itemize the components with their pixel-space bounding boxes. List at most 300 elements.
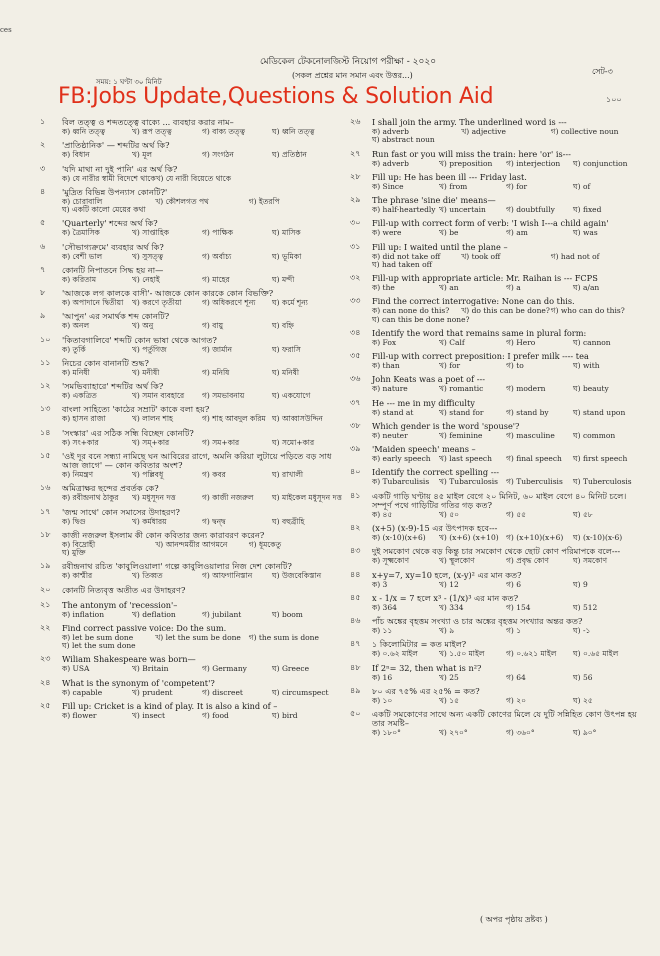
question-item [350, 571, 640, 589]
answer-option: ক) কাশ্মীর [62, 571, 93, 581]
answer-options [62, 572, 342, 580]
question-text: Identify the correct spelling --- [372, 467, 499, 478]
answer-options [372, 557, 640, 565]
answer-option: গ) final speech [506, 454, 562, 464]
answer-option: ক) 364 [372, 602, 397, 612]
answer-option: খ) Tubarculosis [439, 477, 498, 487]
answer-options [372, 206, 640, 214]
answer-option: খ) মূল [132, 150, 152, 160]
answer-options [372, 284, 640, 292]
answer-option: খ) prudent [132, 687, 173, 697]
page-header [0, 0, 660, 118]
question-number: ১৭ [40, 506, 51, 516]
watermark-banner: FB:Jobs Update,Questions & Solution Aid [58, 84, 494, 109]
answer-option: ঘ) 9 [573, 579, 588, 589]
question-number: ৩৯ [350, 444, 361, 454]
answer-option: ক) flower [62, 710, 97, 720]
question-number: ৬ [40, 241, 46, 251]
question-item [40, 188, 342, 215]
answer-option: গ) জার্মান [202, 344, 232, 354]
question-text: Identify the word that remains same in plural form: [372, 327, 587, 338]
answer-option: খ) ২৭০° [439, 728, 468, 738]
question-number: ২১ [40, 599, 51, 609]
answer-options [62, 665, 342, 673]
answer-option: গ) ৩৬০° [506, 728, 535, 738]
question-number: ৩২ [350, 273, 361, 283]
answer-option: ক) একত্রিত [62, 391, 97, 401]
answer-option: ক) USA [62, 664, 90, 674]
question-text: John Keats was a poet of --- [372, 374, 486, 385]
question-text: নিচের কোন বানানটি শুদ্ধ? [62, 357, 149, 368]
answer-option: ঘ) উজবেকিস্তান [272, 571, 322, 581]
answer-option: ঘ) abstract noun [372, 135, 435, 145]
question-text: 'মুদ্রিত বিভিন্ন উপন্যাস কোনটি?' [62, 186, 168, 197]
answer-option: ঘ) রাখালী [272, 470, 304, 479]
answer-option: ক) ০.৬২ মাইল [372, 649, 418, 659]
answer-option: গ) discreet [202, 687, 243, 697]
total-marks: ১০০ [606, 95, 622, 104]
question-text: 'যদি মাথা না দুই পানি' এর অর্থ কি? [62, 163, 178, 174]
answer-option: গ) collective noun [550, 127, 619, 137]
continue-note: ( অপর পৃষ্ঠায় দ্রষ্টব্য ) [480, 915, 548, 924]
answer-option: ক) (x-10)(x+6) [372, 533, 426, 543]
question-number: ১৬ [40, 483, 51, 493]
question-text: Wiliam Shakespeare was born— [62, 654, 196, 665]
answer-option: খ) ৯ [439, 626, 455, 636]
question-number: ৭ [40, 264, 46, 274]
answer-option: ক) অপাদানে দ্বিতীয়া [62, 298, 124, 308]
question-text: ৮০ এর ৭৫% এর ২৫% = কত? [372, 685, 480, 696]
answer-option: ঘ) conjunction [573, 158, 628, 168]
question-number: ১১ [40, 357, 51, 367]
question-item [350, 399, 640, 417]
question-number: ৫০ [350, 709, 361, 719]
question-number: ৩০ [350, 218, 361, 228]
answer-option: খ) যে নারী বিয়েতে থাকে [155, 173, 231, 183]
answer-option: ক) adverb [372, 127, 409, 137]
question-number: ৩ [40, 163, 46, 173]
answer-option: খ) মধুসূদন দত্ত [132, 493, 176, 503]
answer-option: ঘ) a/an [573, 283, 600, 293]
answer-option: ঘ) ৯০° [573, 728, 597, 738]
answer-option: ঘ) একযোগে [272, 391, 311, 401]
answer-options [62, 253, 342, 261]
question-text: একটি গাড়ি ঘণ্টায় ৪৫ মাইল বেগে ২০ মিনিট, ৬০ মাইল বেগে ৪০ মিনিট চলে। সম্পূর্ণ পথে গাড়িটির গতির গড় কত? [372, 490, 627, 510]
answer-option: গ) দ্বন্দ্ব [202, 516, 226, 526]
answer-options [62, 541, 342, 558]
answer-options [372, 674, 640, 682]
answer-option: ঘ) ভূমিকা [272, 251, 302, 261]
answer-options [372, 432, 640, 440]
answer-option: গ) interjection [506, 158, 561, 168]
answer-option: ঘ) -১ [573, 626, 591, 636]
answer-option: ঘ) একটি কালো মেয়ের কথা [62, 205, 146, 215]
question-text: একটি সমকোণের সাথে অন্য একটি কোণের মিলে যে দুটি সন্নিহিত কোণ উৎপন্ন হয় তার সমষ্টি– [372, 709, 637, 729]
answer-options [62, 611, 342, 619]
answer-option: ক) did not take off [372, 251, 441, 261]
exam-subtitle: (সকল প্রশ্নের মান সমান এবং উত্তর...) [292, 71, 413, 80]
answer-option: ক) 16 [372, 672, 393, 682]
question-item [350, 150, 640, 168]
answer-option: ঘ) ফরাসি [272, 344, 301, 354]
answer-option: গ) কাজী নজরুল [202, 493, 254, 503]
question-number: ২৭ [350, 148, 361, 158]
answer-option: গ) ০.৬২১ মাইল [506, 649, 557, 659]
answer-option: গ) সমভাবনায় [202, 391, 245, 401]
answer-option: গ) শাহ আবদুল করিম [202, 414, 266, 424]
answer-options [62, 175, 342, 183]
answer-option: ক) ১০ [372, 695, 393, 705]
question-text: 'ওই দূর বনে সন্ধ্যা নামিছে ঘন আবিরের রাগে, অমনি করিয়া লুটায়ে পড়িতে বড় সাধ আজ জাগে' — কোন কবিতার অংশ? [62, 450, 332, 470]
answer-option: ঘ) fixed [573, 205, 602, 215]
question-item [40, 624, 342, 651]
answer-option: ক) nature [372, 384, 408, 394]
answer-options [372, 729, 640, 737]
answer-option: ঘ) মন্দী [272, 274, 295, 284]
question-item [40, 312, 342, 330]
answer-option: খ) ৫০ [439, 509, 459, 519]
question-item [40, 655, 342, 673]
answer-option: খ) লালন শাহ [132, 414, 174, 424]
answer-option: খ) ১.৫০ মাইল [439, 649, 485, 659]
question-number: ৪০ [350, 467, 361, 477]
answer-option: খ) deflation [132, 609, 176, 619]
answer-options [62, 439, 342, 447]
answer-option: ঘ) ০.৬৫ মাইল [573, 649, 619, 659]
question-item [350, 594, 640, 612]
question-item [40, 508, 342, 526]
question-number: ৫ [40, 218, 46, 228]
answer-options [372, 362, 640, 370]
question-item [350, 297, 640, 324]
answer-option: ঘ) can this be done none? [372, 314, 470, 324]
answer-option: ঘ) cannon [573, 337, 611, 347]
answer-option: খ) কর্মধারয় [132, 516, 167, 526]
question-item [350, 243, 640, 270]
answer-option: গ) had not of [550, 251, 600, 261]
answer-options [372, 253, 640, 270]
question-item [40, 266, 342, 284]
answer-option: ক) adverb [372, 158, 409, 168]
answer-option: ঘ) বহুব্রীহি [272, 516, 305, 526]
answer-option: খ) পর্তুগিজ [132, 344, 167, 354]
question-number: ৩৪ [350, 327, 361, 337]
answer-option: গ) to [506, 361, 524, 371]
question-text: The phrase 'sine die' means— [372, 195, 496, 206]
question-number: ৩৫ [350, 351, 361, 361]
answer-option: ক) early speech [372, 454, 431, 464]
answer-option: গ) সম+কার [202, 437, 240, 447]
question-number: ৪৭ [350, 639, 361, 649]
answer-option: গ) আফগানিস্তান [202, 571, 253, 581]
answer-option: ঘ) with [573, 361, 600, 371]
question-text: 'আজকে লগ কালকে বাসী'- আজকে কোন কারকে কোন বিভক্তি? [62, 288, 274, 299]
answer-option: ক) সং+কার [62, 437, 99, 447]
answer-option: ঘ) had taken off [372, 259, 432, 269]
question-item [350, 196, 640, 214]
answer-option: ঘ) ৫৮ [573, 509, 593, 519]
answer-options [62, 299, 342, 307]
answer-option: ক) Since [372, 181, 404, 191]
question-item [40, 586, 342, 596]
answer-options [372, 697, 640, 705]
answer-option: ক) চোরাবালি [62, 196, 103, 206]
question-item [350, 664, 640, 682]
question-text: x - 1/x = 7 হলে x³ - (1/x)³ এর মান কত? [372, 592, 519, 603]
question-item [350, 352, 640, 370]
exam-title: মেডিকেল টেকনোলজিস্ট নিয়োগ পরীক্ষা - ২০২০ [260, 57, 437, 67]
question-number: ৯ [40, 311, 46, 321]
answer-option: গ) for [506, 181, 528, 191]
answer-option: ঘ) মুক্তি [62, 548, 86, 558]
question-text: ১ কিলোমিটার = কত মাইল? [372, 639, 467, 650]
answer-option: ঘ) stand upon [573, 407, 626, 417]
time-info: সময়: ১ ঘণ্টা ৩০ মিনিট [96, 78, 162, 86]
answer-option: ক) যে নারীর স্বামী বিদেশে থাকে [62, 173, 156, 183]
answer-option: ঘ) of [573, 181, 591, 191]
answer-option: গ) বায়ু [202, 321, 223, 331]
answer-options [62, 415, 342, 423]
answer-option: খ) let the sum be done [155, 632, 241, 642]
question-item [40, 679, 342, 697]
answer-options [372, 385, 640, 393]
answer-options [372, 650, 640, 658]
answer-options [372, 183, 640, 191]
answer-option: ঘ) সমকোণ [573, 556, 608, 566]
answer-options [372, 307, 640, 324]
answer-options [372, 160, 640, 168]
answer-option: ঘ) প্রতিষ্ঠান [272, 150, 307, 160]
question-text: Fill-up with appropriate article: Mr. Raihan is --- FCPS [372, 273, 598, 284]
question-number: ৪২ [350, 523, 361, 533]
question-text: 'সমভিব্যাহারে' শব্দটির অর্থ কি? [62, 381, 164, 392]
question-number: ৮ [40, 288, 46, 298]
answer-option: খ) পল্লিবধূ [132, 470, 164, 479]
question-item [40, 405, 342, 423]
answer-option: ঘ) bird [272, 710, 298, 720]
answer-option: ক) হাসন রাজা [62, 414, 106, 424]
question-number: ২ [40, 140, 46, 150]
question-number: ৪৩ [350, 546, 361, 556]
answer-options [372, 581, 640, 589]
answer-option: গ) Hero [506, 337, 536, 347]
answer-option: গ) অধিকরণে শূন্য [202, 298, 256, 308]
answer-option: খ) স্থূলকোণ [439, 556, 475, 566]
question-item [350, 492, 640, 519]
answer-option: ক) বেশী ভাল [62, 251, 103, 261]
answer-option: ঘ) মাসিক [272, 228, 301, 238]
answer-options [372, 534, 640, 542]
question-text: 'জন্ম সাথে' কোন সমাসের উদাহরণ? [62, 506, 180, 517]
answer-option: খ) সম্+কার [132, 437, 170, 447]
answer-option: ক) নিমন্ত্রণ [62, 470, 94, 479]
question-item [40, 118, 342, 136]
question-item [350, 173, 640, 191]
question-text: Find correct passive voice: Do the sum. [62, 622, 227, 633]
answer-option: খ) took off [461, 251, 501, 261]
answer-options [372, 339, 640, 347]
question-number: ১ [40, 117, 46, 126]
question-item [350, 422, 640, 440]
set-code: সেট-৩ [592, 67, 613, 76]
answer-option: ঘ) circumspect [272, 687, 329, 697]
answer-option: গ) the sum is done [248, 632, 319, 642]
question-number: ৪৪ [350, 569, 361, 579]
answer-option: খ) কৌশলগত পথ [155, 196, 209, 206]
answer-option: ঘ) (x-10)(x-6) [573, 533, 623, 543]
question-item [350, 445, 640, 463]
answer-option: ঘ) let the sum done [62, 641, 136, 651]
question-number: ১০ [40, 334, 51, 344]
question-item [40, 429, 342, 447]
question-text: I shall join the army. The underlined word is --- [372, 117, 567, 127]
answer-option: ঘ) was [573, 228, 598, 238]
answer-option [249, 175, 342, 183]
answer-option: ক) করিতাম [62, 274, 97, 284]
answer-option: ক) neuter [372, 430, 408, 440]
answer-option: খ) অনু [132, 321, 154, 331]
answer-option: খ) 12 [439, 579, 459, 589]
answer-option: ক) half-heartedly [372, 205, 436, 215]
question-item [350, 547, 640, 565]
answer-option: ক) মনিষী [62, 367, 90, 377]
answer-option: ক) বিধান [62, 150, 90, 160]
answer-options [62, 322, 342, 330]
answer-option: খ) Calf [439, 337, 465, 347]
answer-option: ক) were [372, 228, 402, 238]
answer-option: গ) who can do this? [550, 306, 625, 316]
question-item [40, 484, 342, 502]
question-text: Fill-up with correct preposition: I prefer milk ---- tea [372, 351, 589, 362]
question-item [40, 531, 342, 558]
answer-options [372, 511, 640, 519]
question-text: রবীন্দ্রনাথ রচিত 'কাবুলিওয়ালা' গল্পে কাবুলিওয়ালার নিজ দেশ কোনটি? [62, 561, 292, 572]
question-number: ৪৫ [350, 592, 361, 602]
answer-option: ক) inflation [62, 609, 105, 619]
answer-option: খ) 334 [439, 602, 464, 612]
question-text: 'Maiden speech' means – [372, 444, 476, 455]
answer-option: গ) Germany [202, 664, 247, 674]
answer-option: গ) ১ [506, 626, 522, 636]
question-item [350, 375, 640, 393]
question-item [40, 382, 342, 400]
answer-options [372, 455, 640, 463]
answer-option: ঘ) সমো+কার [272, 437, 315, 447]
question-text: বাংলা সাহিত্যে 'কাঠের সম্রাট' কাকে বলা হয়? [62, 404, 210, 415]
answer-option: গ) কবর [202, 470, 226, 479]
question-number: ১৫ [40, 450, 51, 460]
answer-option: ঘ) boom [272, 609, 303, 619]
answer-option: খ) সুসত্ত্ব [132, 251, 164, 261]
answer-option: ক) ১১ [372, 626, 393, 636]
question-item [350, 468, 640, 486]
question-text: কোনটি নিত্যবৃত্ত অতীত এর উদাহরণ? [62, 584, 186, 595]
answer-options [372, 229, 640, 237]
question-item [350, 687, 640, 705]
question-number: ৩৩ [350, 296, 361, 306]
question-text: অমিত্রাক্ষর ছন্দের প্রবর্তক কে? [62, 483, 159, 494]
answer-option: ক) 3 [372, 579, 388, 589]
answer-options [372, 409, 640, 417]
answer-option: গ) ৫৫ [506, 509, 526, 519]
answer-option: খ) মনীষী [132, 367, 160, 377]
question-item [350, 329, 640, 347]
answer-option: ক) রবীন্দ্রনাথ ঠাকুর [62, 493, 119, 503]
question-text: কোনটি নিপাতনে সিদ্ধ হয় না— [62, 264, 164, 275]
answer-options [62, 198, 342, 215]
answer-option: খ) last speech [439, 454, 492, 464]
answer-option: ঘ) আব্বাসউদ্দিন [272, 414, 323, 424]
answer-option: গ) সংগঠন [202, 150, 234, 160]
answer-option: খ) 25 [439, 672, 459, 682]
answer-option: খ) insect [132, 710, 165, 720]
answer-option: ঘ) মনিষী [272, 367, 300, 377]
question-item [350, 274, 640, 292]
question-item [40, 289, 342, 307]
answer-option: গ) am [506, 228, 528, 238]
answer-option: গ) বাক্য তত্ত্ব [202, 127, 245, 137]
answer-option: ঘ) কর্মে শূন্য [272, 298, 308, 308]
answer-option: ক) সূক্ষ্মকোণ [372, 556, 409, 566]
question-number: ৩১ [350, 241, 361, 251]
question-item [40, 562, 342, 580]
answer-option: গ) masculine [506, 430, 555, 440]
answer-options [372, 604, 640, 612]
answer-option: খ) adjective [461, 127, 506, 137]
answer-options [62, 518, 342, 526]
answer-option: খ) (x+6) (x+10) [439, 533, 499, 543]
question-number: ১৪ [40, 427, 51, 437]
answer-options [372, 128, 640, 145]
answer-option: ক) than [372, 361, 400, 371]
answer-option: ঘ) beauty [573, 384, 609, 394]
answer-option: ঘ) ধ্বনি তত্ত্ব [272, 127, 315, 137]
question-text: He --- me in my difficulty [372, 397, 475, 408]
answer-option: গ) অর্বাচ্য [202, 251, 232, 261]
answer-option: খ) do this can be done? [461, 306, 550, 316]
answer-option: ঘ) বহ্নি [272, 321, 294, 331]
question-item [40, 165, 342, 183]
question-number: ২৫ [40, 700, 51, 710]
answer-option: গ) 64 [506, 672, 526, 682]
answer-option: খ) be [439, 228, 459, 238]
answer-option: ক) let be sum done [62, 632, 134, 642]
question-item [40, 336, 342, 354]
question-number: ৪৬ [350, 616, 361, 626]
answer-options [62, 346, 342, 354]
answer-options [372, 627, 640, 635]
answer-option: খ) stand for [439, 407, 484, 417]
answer-options [62, 471, 342, 479]
answer-option: ক) ধ্বনি তত্ত্ব [62, 127, 106, 137]
question-number: ১৯ [40, 561, 51, 571]
answer-option: গ) ২০ [506, 695, 526, 705]
question-number: ৪৯ [350, 685, 361, 695]
question-number: ১৩ [40, 404, 51, 414]
question-number: ৪ [40, 186, 46, 196]
question-text: Fill up: Cricket is a kind of play. It is also a kind of – [62, 700, 278, 711]
answer-option: গ) মাহের [202, 274, 230, 284]
answer-option: ক) Fox [372, 337, 397, 347]
question-text: দুই সমকোণ থেকে বড় কিন্তু চার সমকোণ থেকে ছোট কোণ পরিমাপকে বলে--- [372, 546, 621, 557]
question-text: 'Quarterly' শব্দের অর্থ কি? [62, 218, 158, 229]
question-text: Fill up: I waited until the plane – [372, 241, 508, 252]
question-number: ২৪ [40, 677, 51, 687]
answer-option: খ) নেহাই [132, 274, 160, 284]
answer-option: ঘ) ২৫ [573, 695, 593, 705]
answer-option: খ) romantic [439, 384, 484, 394]
answer-option: খ) সাপ্তাহিক [132, 228, 170, 238]
